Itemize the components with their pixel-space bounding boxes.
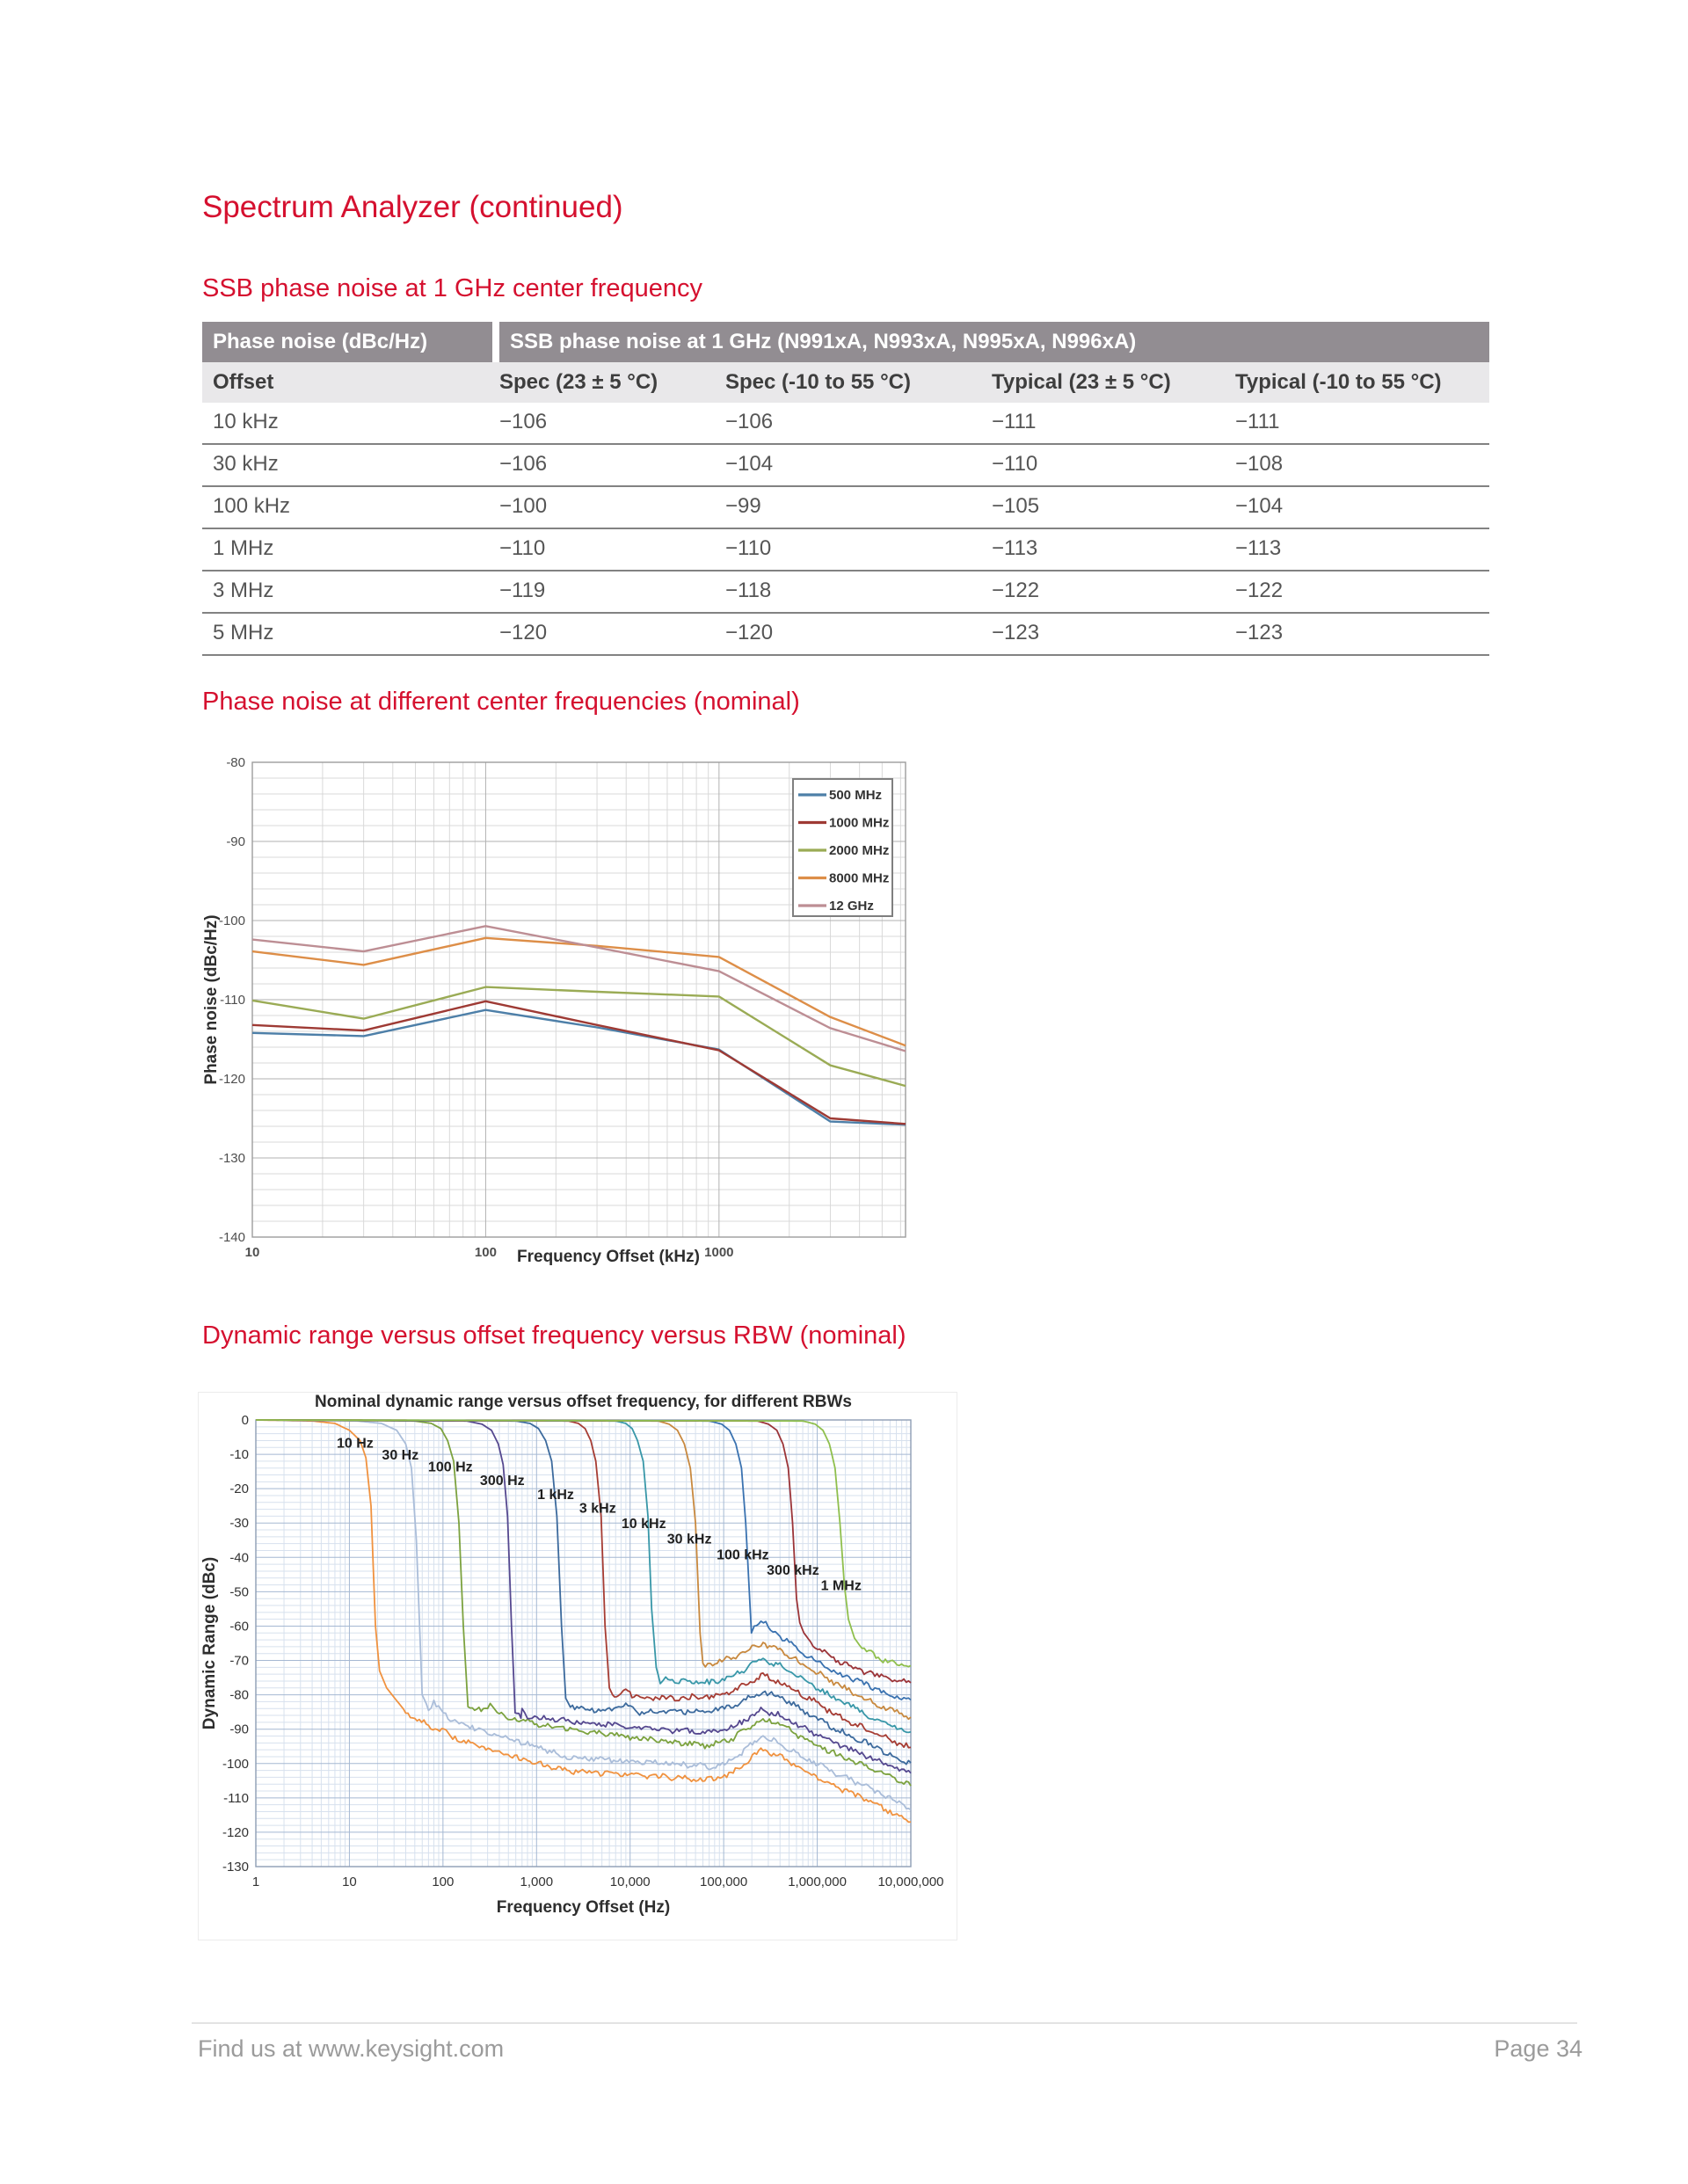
table-row: [202, 529, 1489, 571]
table-row: [202, 614, 1489, 656]
table-cell: −118: [725, 579, 772, 602]
table-cell: −110: [725, 536, 772, 560]
table-cell: −119: [499, 579, 546, 602]
svg-text:1,000: 1,000: [520, 1875, 554, 1889]
svg-text:100: 100: [474, 1245, 497, 1260]
svg-text:-30: -30: [229, 1516, 249, 1532]
table-cell: −106: [499, 410, 548, 433]
page-title: Spectrum Analyzer (continued): [202, 190, 623, 224]
svg-text:-70: -70: [229, 1653, 249, 1669]
column-header: Spec (-10 to 55 °C): [725, 370, 911, 394]
svg-text:-90: -90: [226, 834, 245, 849]
dynamic-range-chart: [198, 1392, 957, 1940]
svg-text:-60: -60: [229, 1619, 249, 1634]
svg-text:10: 10: [244, 1245, 260, 1260]
table-cell: −113: [1235, 536, 1282, 560]
svg-text:3 kHz: 3 kHz: [578, 1501, 616, 1517]
svg-text:-120: -120: [218, 1072, 245, 1087]
svg-text:-140: -140: [218, 1230, 245, 1245]
column-header: Typical (-10 to 55 °C): [1235, 370, 1442, 394]
svg-text:30 Hz: 30 Hz: [382, 1447, 419, 1463]
svg-text:10 Hz: 10 Hz: [336, 1436, 374, 1452]
section-heading-phase-noise-chart: Phase noise at different center frequencies (nominal): [202, 688, 800, 716]
svg-text:100 Hz: 100 Hz: [427, 1460, 473, 1475]
svg-text:Dynamic Range (dBc): Dynamic Range (dBc): [200, 1556, 219, 1730]
svg-text:10,000: 10,000: [609, 1875, 651, 1889]
svg-text:-90: -90: [229, 1722, 249, 1737]
table-row: [202, 445, 1489, 487]
table-cell: −110: [499, 536, 546, 560]
svg-text:Frequency Offset (kHz): Frequency Offset (kHz): [517, 1248, 700, 1266]
table-cell: −122: [992, 579, 1040, 602]
table-cell: 1 MHz: [213, 536, 274, 560]
section-heading-dynamic-range-chart: Dynamic range versus offset frequency versus RBW (nominal): [202, 1321, 906, 1350]
svg-text:-20: -20: [229, 1481, 249, 1497]
table-cell: −110: [992, 452, 1038, 476]
svg-text:-80: -80: [229, 1687, 249, 1703]
table-cell: −120: [725, 621, 774, 644]
page-number: Page 34: [1494, 2035, 1582, 2062]
svg-text:-130: -130: [218, 1151, 245, 1166]
table-cell: −111: [992, 410, 1037, 433]
svg-text:-120: -120: [222, 1824, 249, 1840]
svg-text:1000 MHz: 1000 MHz: [829, 815, 890, 831]
table-cell: −104: [725, 452, 774, 476]
table-cell: 5 MHz: [213, 621, 274, 644]
svg-text:300 Hz: 300 Hz: [479, 1474, 525, 1489]
svg-text:-50: -50: [229, 1584, 249, 1600]
table-column-header-row: [202, 362, 1489, 403]
table-cell: −123: [992, 621, 1040, 644]
svg-text:-40: -40: [229, 1550, 249, 1566]
svg-text:300 kHz: 300 kHz: [767, 1562, 819, 1578]
table-cell: −111: [1235, 410, 1280, 433]
table-row: [202, 487, 1489, 529]
table-cell: 3 MHz: [213, 579, 274, 602]
svg-text:100: 100: [432, 1875, 455, 1889]
table-row: [202, 571, 1489, 614]
svg-text:10: 10: [342, 1875, 357, 1889]
svg-text:-130: -130: [222, 1860, 249, 1875]
svg-text:8000 MHz: 8000 MHz: [829, 870, 890, 886]
svg-text:-100: -100: [222, 1756, 249, 1772]
section-heading-ssb-table: SSB phase noise at 1 GHz center frequency: [202, 274, 703, 302]
table-cell: 10 kHz: [213, 410, 279, 433]
svg-text:-80: -80: [226, 755, 245, 770]
table-cell: −123: [1235, 621, 1284, 644]
phase-noise-chart: [202, 741, 932, 1285]
table-cell: −100: [499, 494, 548, 518]
column-header: Typical (23 ± 5 °C): [992, 370, 1171, 394]
ssb-phase-noise-table: [202, 322, 1489, 656]
svg-text:1,000,000: 1,000,000: [788, 1875, 847, 1889]
svg-text:1000: 1000: [704, 1245, 734, 1260]
column-header: Offset: [213, 370, 274, 394]
table-cell: 30 kHz: [213, 452, 279, 476]
svg-text:Frequency Offset (Hz): Frequency Offset (Hz): [496, 1898, 671, 1917]
table-row: [202, 403, 1489, 445]
svg-text:-100: -100: [218, 914, 245, 928]
group-header-phase-noise: Phase noise (dBc/Hz): [202, 322, 492, 362]
svg-text:12 GHz: 12 GHz: [829, 899, 874, 914]
svg-text:-110: -110: [220, 993, 245, 1008]
table-cell: −122: [1235, 579, 1284, 602]
table-cell: −106: [499, 452, 548, 476]
table-group-header-row: [202, 322, 1489, 362]
table-cell: −99: [725, 494, 761, 518]
table-cell: −106: [725, 410, 774, 433]
svg-text:0: 0: [241, 1413, 249, 1428]
table-cell: −120: [499, 621, 548, 644]
footer-link[interactable]: Find us at www.keysight.com: [198, 2035, 505, 2062]
svg-text:1 kHz: 1 kHz: [537, 1487, 574, 1503]
svg-text:100 kHz: 100 kHz: [717, 1547, 769, 1563]
column-header: Spec (23 ± 5 °C): [499, 370, 658, 394]
svg-text:2000 MHz: 2000 MHz: [829, 843, 890, 858]
table-cell: −104: [1235, 494, 1284, 518]
table-cell: 100 kHz: [213, 494, 291, 518]
group-header-gap: [492, 322, 499, 362]
svg-text:10,000,000: 10,000,000: [877, 1875, 944, 1889]
group-header-models: SSB phase noise at 1 GHz (N991xA, N993xA, N995xA, N996xA): [499, 322, 1489, 362]
svg-text:1 MHz: 1 MHz: [820, 1578, 862, 1594]
table-cell: −105: [992, 494, 1040, 518]
table-cell: −108: [1235, 452, 1284, 476]
svg-text:Nominal dynamic range versus o: Nominal dynamic range versus offset frequency, for different RBWs: [315, 1393, 852, 1411]
footer-divider: [192, 2022, 1577, 2024]
svg-text:10 kHz: 10 kHz: [621, 1517, 666, 1532]
svg-text:-110: -110: [223, 1790, 249, 1806]
svg-text:1: 1: [251, 1875, 260, 1889]
svg-text:30 kHz: 30 kHz: [666, 1532, 712, 1547]
svg-text:100,000: 100,000: [700, 1875, 748, 1889]
svg-text:Phase noise (dBc/Hz): Phase noise (dBc/Hz): [202, 914, 221, 1085]
svg-text:500 MHz: 500 MHz: [829, 788, 883, 803]
svg-text:-10: -10: [229, 1447, 249, 1463]
table-cell: −113: [992, 536, 1038, 560]
